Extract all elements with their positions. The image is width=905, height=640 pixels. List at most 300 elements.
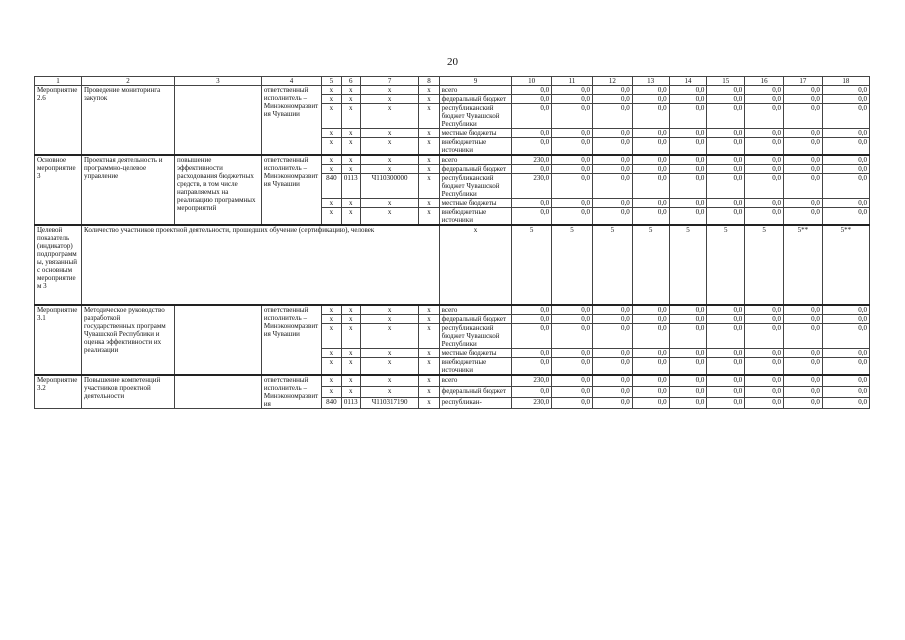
- code-section: x: [341, 155, 360, 165]
- indicator-name: Целевой показатель (индикатор) подпрограммы, увязанный с основным мероприятием 3: [35, 225, 82, 305]
- value-cell: 0,0: [512, 138, 552, 156]
- value-cell: 0,0: [632, 165, 669, 174]
- code-grbs: x: [322, 86, 341, 95]
- value-cell: 0,0: [632, 174, 669, 199]
- code-section: x: [341, 349, 360, 358]
- value-cell: 0,0: [784, 95, 823, 104]
- value-cell: 0,0: [822, 375, 869, 387]
- value-cell: 0,0: [707, 199, 745, 208]
- table-row: [35, 86, 870, 95]
- code-grbs: x: [322, 324, 341, 349]
- value-cell: 0,0: [632, 349, 669, 358]
- code-target: x: [360, 208, 418, 226]
- value-cell: 0,0: [669, 138, 707, 156]
- column-header: 4: [261, 77, 321, 86]
- code-target: x: [360, 165, 418, 174]
- value-cell: 0,0: [552, 86, 593, 95]
- value-cell: 0,0: [669, 104, 707, 129]
- value-cell: 0,0: [822, 95, 869, 104]
- indicator-value: 5**: [822, 225, 869, 305]
- value-cell: 0,0: [707, 358, 745, 376]
- code-section: x: [341, 375, 360, 387]
- column-header: 5: [322, 77, 341, 86]
- code-target: x: [360, 138, 418, 156]
- value-cell: 0,0: [707, 398, 745, 409]
- row-responsible: ответственный исполнитель – Минэкономразвития: [261, 375, 321, 409]
- value-cell: 0,0: [822, 138, 869, 156]
- value-cell: 0,0: [784, 375, 823, 387]
- row-description: Проектная деятельность и программно-целевое управление: [82, 155, 175, 225]
- value-cell: 0,0: [552, 398, 593, 409]
- value-cell: 0,0: [669, 199, 707, 208]
- value-cell: 0,0: [707, 129, 745, 138]
- value-cell: 0,0: [592, 398, 632, 409]
- column-header: 15: [707, 77, 745, 86]
- funding-source: внебюджетные источники: [439, 138, 512, 156]
- value-cell: 0,0: [707, 324, 745, 349]
- value-cell: 0,0: [669, 165, 707, 174]
- value-cell: 0,0: [552, 174, 593, 199]
- value-cell: 0,0: [669, 174, 707, 199]
- column-header: 8: [419, 77, 439, 86]
- indicator-text: Количество участников проектной деятельности, прошедших обучение (сертификацию), человек: [82, 225, 440, 305]
- code-grbs: x: [322, 165, 341, 174]
- value-cell: 0,0: [822, 398, 869, 409]
- row-name: Мероприятие 3.2: [35, 375, 82, 409]
- value-cell: 0,0: [669, 398, 707, 409]
- code-type: x: [419, 387, 439, 398]
- column-header: 13: [632, 77, 669, 86]
- row-goal: [175, 375, 262, 409]
- row-responsible: ответственный исполнитель – Минэкономразвития Чувашии: [261, 86, 321, 156]
- value-cell: 0,0: [632, 375, 669, 387]
- value-cell: 0,0: [592, 174, 632, 199]
- value-cell: 0,0: [784, 305, 823, 315]
- value-cell: 0,0: [632, 315, 669, 324]
- code-type: x: [419, 199, 439, 208]
- value-cell: 0,0: [592, 129, 632, 138]
- code-section: x: [341, 104, 360, 129]
- value-cell: 0,0: [745, 305, 784, 315]
- column-header: 1: [35, 77, 82, 86]
- code-type: x: [419, 95, 439, 104]
- code-grbs: x: [322, 375, 341, 387]
- value-cell: 0,0: [745, 138, 784, 156]
- value-cell: 0,0: [632, 208, 669, 226]
- value-cell: 0,0: [669, 349, 707, 358]
- value-cell: 0,0: [592, 387, 632, 398]
- value-cell: 0,0: [669, 315, 707, 324]
- value-cell: 0,0: [669, 155, 707, 165]
- value-cell: 0,0: [745, 349, 784, 358]
- value-cell: 0,0: [784, 349, 823, 358]
- value-cell: 0,0: [669, 86, 707, 95]
- code-section: x: [341, 129, 360, 138]
- value-cell: 0,0: [512, 165, 552, 174]
- code-section: x: [341, 208, 360, 226]
- code-target: x: [360, 129, 418, 138]
- value-cell: 0,0: [707, 387, 745, 398]
- value-cell: 0,0: [745, 387, 784, 398]
- column-header: 2: [82, 77, 175, 86]
- code-target: Ч110317190: [360, 398, 418, 409]
- column-header: 17: [784, 77, 823, 86]
- value-cell: 0,0: [552, 324, 593, 349]
- funding-source: внебюджетные источники: [439, 358, 512, 376]
- value-cell: 0,0: [745, 129, 784, 138]
- value-cell: 0,0: [707, 86, 745, 95]
- code-type: x: [419, 165, 439, 174]
- value-cell: 0,0: [784, 165, 823, 174]
- value-cell: 0,0: [632, 138, 669, 156]
- value-cell: 0,0: [822, 129, 869, 138]
- code-grbs: x: [322, 199, 341, 208]
- value-cell: 0,0: [707, 165, 745, 174]
- funding-source: всего: [439, 375, 512, 387]
- code-target: x: [360, 387, 418, 398]
- code-type: x: [419, 324, 439, 349]
- code-grbs: 840: [322, 174, 341, 199]
- code-section: x: [341, 358, 360, 376]
- row-description: Методическое руководство разработкой государственных программ Чувашской Республики и оценка эффективности их реализации: [82, 305, 175, 375]
- value-cell: 0,0: [632, 95, 669, 104]
- value-cell: 0,0: [592, 138, 632, 156]
- value-cell: 0,0: [745, 155, 784, 165]
- code-type: x: [419, 155, 439, 165]
- value-cell: 0,0: [552, 315, 593, 324]
- value-cell: 0,0: [745, 324, 784, 349]
- code-type: x: [419, 358, 439, 376]
- value-cell: 0,0: [552, 155, 593, 165]
- value-cell: 0,0: [592, 358, 632, 376]
- value-cell: 0,0: [745, 375, 784, 387]
- value-cell: 0,0: [512, 199, 552, 208]
- code-grbs: x: [322, 208, 341, 226]
- value-cell: 0,0: [822, 165, 869, 174]
- code-target: Ч110300000: [360, 174, 418, 199]
- budget-table: [34, 76, 870, 409]
- value-cell: 0,0: [707, 138, 745, 156]
- value-cell: 0,0: [784, 104, 823, 129]
- code-type: x: [419, 375, 439, 387]
- value-cell: 230,0: [512, 155, 552, 165]
- value-cell: 0,0: [784, 208, 823, 226]
- code-section: 0113: [341, 398, 360, 409]
- value-cell: 0,0: [552, 138, 593, 156]
- value-cell: 0,0: [512, 104, 552, 129]
- code-type: x: [419, 398, 439, 409]
- column-header: 9: [439, 77, 512, 86]
- code-grbs: x: [322, 349, 341, 358]
- value-cell: 0,0: [822, 155, 869, 165]
- value-cell: 0,0: [669, 208, 707, 226]
- value-cell: 230,0: [512, 398, 552, 409]
- code-type: x: [419, 174, 439, 199]
- value-cell: 0,0: [669, 324, 707, 349]
- value-cell: 0,0: [632, 155, 669, 165]
- value-cell: 0,0: [707, 349, 745, 358]
- code-grbs: x: [322, 358, 341, 376]
- funding-source: внебюджетные источники: [439, 208, 512, 226]
- value-cell: 0,0: [552, 358, 593, 376]
- value-cell: 0,0: [784, 324, 823, 349]
- indicator-value: 5: [512, 225, 552, 305]
- value-cell: 0,0: [592, 165, 632, 174]
- value-cell: 0,0: [707, 305, 745, 315]
- code-section: x: [341, 86, 360, 95]
- header-row: [35, 77, 870, 86]
- value-cell: 0,0: [592, 199, 632, 208]
- value-cell: 0,0: [552, 129, 593, 138]
- funding-source: всего: [439, 305, 512, 315]
- table-row: [35, 375, 870, 387]
- value-cell: 0,0: [707, 208, 745, 226]
- value-cell: 0,0: [745, 104, 784, 129]
- code-grbs: x: [322, 104, 341, 129]
- value-cell: 0,0: [707, 155, 745, 165]
- row-description: Проведение мониторинга закупок: [82, 86, 175, 156]
- funding-source: всего: [439, 155, 512, 165]
- value-cell: 0,0: [822, 324, 869, 349]
- value-cell: 0,0: [707, 315, 745, 324]
- indicator-value: 5: [632, 225, 669, 305]
- code-grbs: 840: [322, 398, 341, 409]
- value-cell: 0,0: [512, 305, 552, 315]
- value-cell: 0,0: [707, 95, 745, 104]
- value-cell: 0,0: [784, 387, 823, 398]
- code-section: x: [341, 199, 360, 208]
- value-cell: 230,0: [512, 174, 552, 199]
- value-cell: 0,0: [632, 305, 669, 315]
- code-grbs: x: [322, 387, 341, 398]
- value-cell: 0,0: [784, 398, 823, 409]
- funding-source: федеральный бюджет: [439, 165, 512, 174]
- code-section: x: [341, 387, 360, 398]
- value-cell: 0,0: [512, 358, 552, 376]
- indicator-row: [35, 225, 870, 305]
- column-header: 10: [512, 77, 552, 86]
- row-goal: [175, 86, 262, 156]
- row-goal: [175, 305, 262, 375]
- value-cell: 0,0: [822, 358, 869, 376]
- indicator-value: 5: [707, 225, 745, 305]
- value-cell: 0,0: [552, 165, 593, 174]
- funding-source: республиканский бюджет Чувашской Республики: [439, 104, 512, 129]
- indicator-value: 5: [745, 225, 784, 305]
- value-cell: 0,0: [592, 155, 632, 165]
- row-name: Мероприятие 3.1: [35, 305, 82, 375]
- value-cell: 0,0: [552, 387, 593, 398]
- code-target: x: [360, 155, 418, 165]
- code-target: x: [360, 86, 418, 95]
- value-cell: 0,0: [552, 199, 593, 208]
- funding-source: федеральный бюджет: [439, 95, 512, 104]
- value-cell: 0,0: [822, 315, 869, 324]
- row-goal: повышение эффективности расходования бюджетных средств, в том числе направляемых на реализацию программных мероприятий: [175, 155, 262, 225]
- value-cell: 0,0: [784, 358, 823, 376]
- table-row: [35, 305, 870, 315]
- funding-source: местные бюджеты: [439, 349, 512, 358]
- code-type: x: [419, 208, 439, 226]
- funding-source: республиканский бюджет Чувашской Республики: [439, 174, 512, 199]
- code-target: x: [360, 358, 418, 376]
- value-cell: 0,0: [552, 349, 593, 358]
- code-section: x: [341, 138, 360, 156]
- funding-source: местные бюджеты: [439, 129, 512, 138]
- value-cell: 0,0: [745, 315, 784, 324]
- value-cell: 0,0: [784, 315, 823, 324]
- value-cell: 0,0: [707, 174, 745, 199]
- value-cell: 0,0: [552, 104, 593, 129]
- value-cell: 0,0: [632, 104, 669, 129]
- value-cell: 0,0: [745, 165, 784, 174]
- table-row: [35, 155, 870, 165]
- value-cell: 0,0: [512, 387, 552, 398]
- value-cell: 0,0: [784, 174, 823, 199]
- value-cell: 0,0: [632, 358, 669, 376]
- value-cell: 0,0: [822, 86, 869, 95]
- column-header: 18: [822, 77, 869, 86]
- value-cell: 0,0: [669, 387, 707, 398]
- value-cell: 0,0: [784, 86, 823, 95]
- row-responsible: ответственный исполнитель – Минэкономразвития Чувашии: [261, 305, 321, 375]
- value-cell: 0,0: [592, 349, 632, 358]
- value-cell: 0,0: [592, 324, 632, 349]
- code-grbs: x: [322, 155, 341, 165]
- column-header: 14: [669, 77, 707, 86]
- indicator-value: 5: [669, 225, 707, 305]
- code-grbs: x: [322, 129, 341, 138]
- code-target: x: [360, 315, 418, 324]
- value-cell: 0,0: [784, 129, 823, 138]
- column-header: 7: [360, 77, 418, 86]
- value-cell: 0,0: [512, 86, 552, 95]
- value-cell: 0,0: [592, 208, 632, 226]
- code-section: x: [341, 315, 360, 324]
- code-target: x: [360, 95, 418, 104]
- code-target: x: [360, 349, 418, 358]
- value-cell: 0,0: [745, 208, 784, 226]
- code-type: x: [419, 305, 439, 315]
- value-cell: 0,0: [512, 315, 552, 324]
- column-header: 3: [175, 77, 262, 86]
- value-cell: 0,0: [592, 375, 632, 387]
- code-section: x: [341, 95, 360, 104]
- value-cell: 0,0: [669, 129, 707, 138]
- code-type: x: [419, 138, 439, 156]
- value-cell: 230,0: [512, 375, 552, 387]
- code-grbs: x: [322, 305, 341, 315]
- value-cell: 0,0: [745, 358, 784, 376]
- indicator-value: 5: [552, 225, 593, 305]
- value-cell: 0,0: [632, 398, 669, 409]
- value-cell: 0,0: [669, 375, 707, 387]
- value-cell: 0,0: [552, 95, 593, 104]
- column-header: 16: [745, 77, 784, 86]
- code-section: x: [341, 305, 360, 315]
- value-cell: 0,0: [592, 315, 632, 324]
- code-type: x: [419, 104, 439, 129]
- code-type: x: [419, 349, 439, 358]
- value-cell: 0,0: [592, 104, 632, 129]
- value-cell: 0,0: [822, 104, 869, 129]
- value-cell: 0,0: [745, 199, 784, 208]
- code-target: x: [360, 375, 418, 387]
- funding-source: местные бюджеты: [439, 199, 512, 208]
- code-target: x: [360, 324, 418, 349]
- indicator-c9: x: [439, 225, 512, 305]
- funding-source: республиканский бюджет Чувашской Республики: [439, 324, 512, 349]
- value-cell: 0,0: [745, 86, 784, 95]
- value-cell: 0,0: [552, 208, 593, 226]
- column-header: 11: [552, 77, 593, 86]
- value-cell: 0,0: [632, 86, 669, 95]
- value-cell: 0,0: [632, 387, 669, 398]
- value-cell: 0,0: [669, 358, 707, 376]
- value-cell: 0,0: [784, 155, 823, 165]
- code-grbs: x: [322, 138, 341, 156]
- value-cell: 0,0: [745, 95, 784, 104]
- value-cell: 0,0: [592, 95, 632, 104]
- code-target: x: [360, 305, 418, 315]
- value-cell: 0,0: [592, 305, 632, 315]
- row-name: Мероприятие 2.6: [35, 86, 82, 156]
- value-cell: 0,0: [512, 208, 552, 226]
- value-cell: 0,0: [632, 324, 669, 349]
- value-cell: 0,0: [707, 104, 745, 129]
- value-cell: 0,0: [552, 375, 593, 387]
- code-section: x: [341, 324, 360, 349]
- code-grbs: x: [322, 315, 341, 324]
- value-cell: 0,0: [822, 208, 869, 226]
- value-cell: 0,0: [822, 387, 869, 398]
- value-cell: 0,0: [512, 324, 552, 349]
- value-cell: 0,0: [669, 305, 707, 315]
- value-cell: 0,0: [784, 138, 823, 156]
- funding-source: всего: [439, 86, 512, 95]
- value-cell: 0,0: [822, 349, 869, 358]
- value-cell: 0,0: [632, 199, 669, 208]
- code-type: x: [419, 129, 439, 138]
- code-type: x: [419, 315, 439, 324]
- value-cell: 0,0: [745, 398, 784, 409]
- funding-source: федеральный бюджет: [439, 315, 512, 324]
- indicator-value: 5**: [784, 225, 823, 305]
- value-cell: 0,0: [745, 174, 784, 199]
- code-section: 0113: [341, 174, 360, 199]
- value-cell: 0,0: [632, 129, 669, 138]
- code-type: x: [419, 86, 439, 95]
- value-cell: 0,0: [784, 199, 823, 208]
- row-name: Основное мероприятие 3: [35, 155, 82, 225]
- value-cell: 0,0: [592, 86, 632, 95]
- value-cell: 0,0: [707, 375, 745, 387]
- value-cell: 0,0: [669, 95, 707, 104]
- row-responsible: ответственный исполнитель – Минэкономразвития Чувашии: [261, 155, 321, 225]
- code-target: x: [360, 199, 418, 208]
- row-description: Повышение компетенций участников проектной деятельности: [82, 375, 175, 409]
- value-cell: 0,0: [552, 305, 593, 315]
- column-header: 6: [341, 77, 360, 86]
- value-cell: 0,0: [822, 199, 869, 208]
- value-cell: 0,0: [512, 95, 552, 104]
- funding-source: федеральный бюджет: [439, 387, 512, 398]
- value-cell: 0,0: [822, 305, 869, 315]
- value-cell: 0,0: [512, 349, 552, 358]
- column-header: 12: [592, 77, 632, 86]
- code-target: x: [360, 104, 418, 129]
- page-number: 20: [447, 56, 458, 68]
